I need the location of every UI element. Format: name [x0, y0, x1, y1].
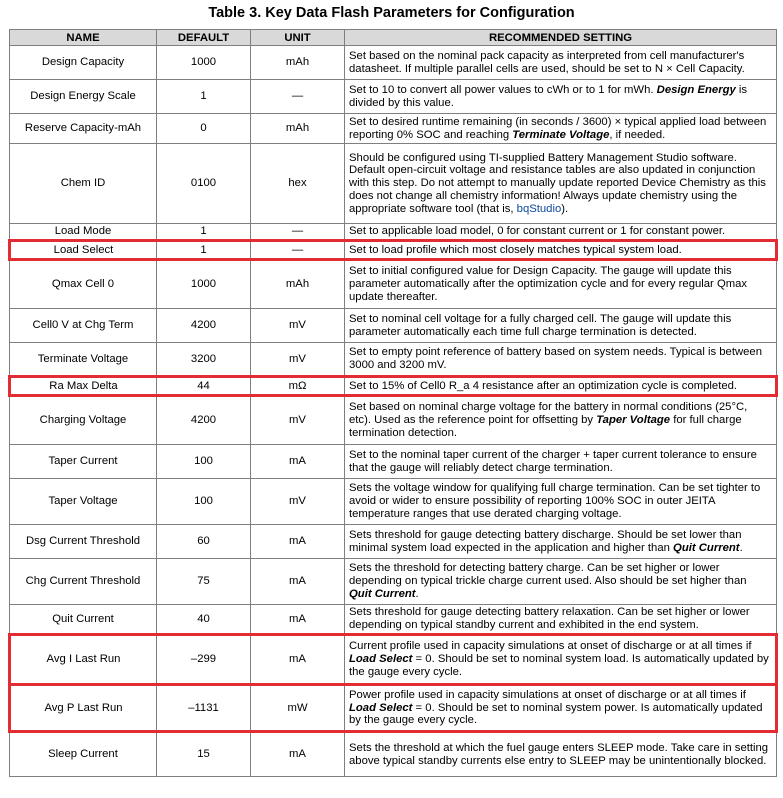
param-recommended-setting: [345, 396, 777, 445]
table-title: Table 3. Key Data Flash Parameters for Configuration: [208, 5, 575, 21]
table-row: [10, 114, 777, 144]
text-segment: = 0. Should be set to nominal system power. Is automatically updated by the gauge every cycle.: [349, 701, 763, 727]
param-recommended-setting: [345, 635, 777, 685]
param-name: Quit Current: [10, 605, 157, 635]
table-row: [10, 377, 777, 396]
param-unit: mA: [251, 525, 345, 559]
param-unit: mAh: [251, 114, 345, 144]
text-segment: Sets the voltage window for qualifying full charge termination. Can be set tighter to avoid or wider to ensure possibility of reporting 100% SOC in outer JEITA temperature ranges that use derated charging voltage.: [349, 482, 761, 520]
table-row: [10, 479, 777, 525]
param-unit: mA: [251, 732, 345, 777]
param-unit: mAh: [251, 260, 345, 309]
param-reference: Quit Current: [349, 587, 416, 600]
param-default: 100: [157, 445, 251, 479]
text-segment: .: [415, 587, 419, 600]
param-default: 15: [157, 732, 251, 777]
text-segment: Should be configured using TI-supplied Battery Management Studio software. Default open-circuit voltage and resistance tables are also updated in conjunction with this step. Do not attempt to manually update reported Device Chemistry as this does not change all chemistry information! Always update chemistry using the appropriate software tool (that is,: [349, 151, 766, 215]
param-name: Dsg Current Threshold: [10, 525, 157, 559]
param-default: –1131: [157, 685, 251, 732]
table-row: [10, 559, 777, 605]
table-row: [10, 343, 777, 377]
text-segment: Set to 10 to convert all power values to cWh or to 1 for mWh.: [349, 83, 657, 96]
header-default: DEFAULT: [157, 30, 251, 46]
param-unit: mA: [251, 445, 345, 479]
param-name: Reserve Capacity-mAh: [10, 114, 157, 144]
param-recommended-setting: [345, 114, 777, 144]
param-recommended-setting: [345, 260, 777, 309]
param-name: Avg I Last Run: [10, 635, 157, 685]
param-default: 0100: [157, 144, 251, 224]
param-default: 1000: [157, 260, 251, 309]
text-segment: Current profile used in capacity simulations at onset of discharge or at all times if: [349, 640, 752, 653]
param-recommended-setting: [345, 46, 777, 80]
text-segment: .: [739, 541, 743, 554]
param-unit: mV: [251, 396, 345, 445]
param-default: 0: [157, 114, 251, 144]
table-row: [10, 144, 777, 224]
header-recommended-setting: RECOMMENDED SETTING: [345, 30, 777, 46]
param-reference: Taper Voltage: [596, 414, 671, 427]
param-default: 3200: [157, 343, 251, 377]
text-segment: Set to empty point reference of battery based on system needs. Typical is between 3000 and 3200 mV.: [349, 346, 762, 371]
param-default: 40: [157, 605, 251, 635]
param-recommended-setting: [345, 80, 777, 114]
table-row: [10, 80, 777, 114]
param-recommended-setting: [345, 732, 777, 777]
table-row: [10, 241, 777, 260]
param-unit: —: [251, 80, 345, 114]
table-row: [10, 309, 777, 343]
param-name: Chg Current Threshold: [10, 559, 157, 605]
param-name: Taper Current: [10, 445, 157, 479]
param-recommended-setting: [345, 144, 777, 224]
param-default: 75: [157, 559, 251, 605]
text-segment: Power profile used in capacity simulations at onset of discharge or at all times if: [349, 688, 746, 701]
param-unit: —: [251, 224, 345, 241]
param-default: 1: [157, 241, 251, 260]
param-reference: Terminate Voltage: [512, 128, 610, 141]
param-recommended-setting: [345, 343, 777, 377]
text-segment: Set to nominal cell voltage for a fully charged cell. The gauge will update this parameter automatically each time full charge termination is detected.: [349, 312, 732, 338]
text-segment: = 0. Should be set to nominal system load. Is automatically updated by the gauge every cycle.: [349, 653, 769, 678]
table-row: [10, 685, 777, 732]
text-segment: Set to desired runtime remaining (in seconds / 3600) × typical applied load between reporting 0% SOC and reaching: [349, 115, 767, 141]
param-recommended-setting: [345, 224, 777, 241]
param-unit: mAh: [251, 46, 345, 80]
param-unit: mV: [251, 479, 345, 525]
param-name: Load Mode: [10, 224, 157, 241]
text-segment: Sets the threshold at which the fuel gauge enters SLEEP mode. Take care in setting above typical standby currents else entry to SLEEP may be unintentionally blocked.: [349, 741, 769, 767]
param-recommended-setting: [345, 605, 777, 635]
param-recommended-setting: [345, 309, 777, 343]
text-segment: Set to load profile which most closely matches typical system load.: [349, 243, 682, 256]
text-segment: Set to applicable load model, 0 for constant current or 1 for constant power.: [349, 225, 726, 238]
text-segment: Sets threshold for gauge detecting battery discharge. Should be set lower than minimal system load expected in the application and higher than: [349, 528, 742, 554]
param-default: 1: [157, 80, 251, 114]
bqstudio-link[interactable]: bqStudio: [516, 202, 562, 215]
header-name: NAME: [10, 30, 157, 46]
param-recommended-setting: [345, 377, 777, 396]
param-recommended-setting: [345, 685, 777, 732]
param-default: 4200: [157, 396, 251, 445]
param-unit: hex: [251, 144, 345, 224]
param-unit: mA: [251, 605, 345, 635]
param-reference: Load Select: [349, 701, 413, 714]
text-segment: is divided by this value.: [349, 83, 748, 109]
param-name: Design Capacity: [10, 46, 157, 80]
text-segment: Set based on nominal charge voltage for the battery in normal conditions (25°C, etc). Used as the reference point for offsetting by: [349, 401, 748, 427]
param-reference: Quit Current: [673, 541, 740, 554]
param-name: Chem ID: [10, 144, 157, 224]
param-reference: Design Energy: [656, 83, 736, 96]
table-row: [10, 525, 777, 559]
param-unit: mA: [251, 635, 345, 685]
param-name: Cell0 V at Chg Term: [10, 309, 157, 343]
table-row: [10, 224, 777, 241]
param-unit: mA: [251, 559, 345, 605]
text-segment: Set based on the nominal pack capacity as interpreted from cell manufacturer's datasheet. If multiple parallel cells are used, should be set to N × Cell Capacity.: [349, 49, 745, 75]
text-segment: Set to 15% of Cell0 R_a 4 resistance after an optimization cycle is completed.: [349, 379, 738, 392]
param-unit: —: [251, 241, 345, 260]
header-row: [10, 30, 777, 46]
parameters-table: [8, 29, 778, 777]
table-body: [10, 46, 777, 777]
text-segment: Set to initial configured value for Design Capacity. The gauge will update this parameter automatically after the optimization cycle and for every regular Qmax update thereafter.: [349, 265, 748, 303]
param-name: Avg P Last Run: [10, 685, 157, 732]
param-name: Ra Max Delta: [10, 377, 157, 396]
param-name: Charging Voltage: [10, 396, 157, 445]
param-recommended-setting: [345, 241, 777, 260]
param-unit: mV: [251, 309, 345, 343]
param-name: Terminate Voltage: [10, 343, 157, 377]
table-row: [10, 635, 777, 685]
text-segment: , if needed.: [609, 128, 666, 141]
table-row: [10, 46, 777, 80]
param-recommended-setting: [345, 445, 777, 479]
param-unit: mΩ: [251, 377, 345, 396]
table-row: [10, 445, 777, 479]
param-default: 44: [157, 377, 251, 396]
param-default: 60: [157, 525, 251, 559]
param-name: Load Select: [10, 241, 157, 260]
param-unit: mW: [251, 685, 345, 732]
param-name: Design Energy Scale: [10, 80, 157, 114]
header-unit: UNIT: [251, 30, 345, 46]
param-recommended-setting: [345, 525, 777, 559]
text-segment: Set to the nominal taper current of the charger + taper current tolerance to ensure that the gauge will reliably detect charge termination.: [349, 448, 757, 474]
param-reference: Load Select: [349, 653, 413, 666]
param-recommended-setting: [345, 559, 777, 605]
param-unit: mV: [251, 343, 345, 377]
text-segment: Sets threshold for gauge detecting battery relaxation. Can be set higher or lower depending on typical standby current and exhibited in the end system.: [349, 606, 750, 631]
param-default: 1: [157, 224, 251, 241]
text-segment: Sets the threshold for detecting battery charge. Can be set higher or lower depending on typical trickle charge current used. Also should be set higher than: [349, 562, 747, 588]
table-row: [10, 732, 777, 777]
param-name: Taper Voltage: [10, 479, 157, 525]
table-row: [10, 260, 777, 309]
param-name: Qmax Cell 0: [10, 260, 157, 309]
param-default: 4200: [157, 309, 251, 343]
param-name: Sleep Current: [10, 732, 157, 777]
table-row: [10, 396, 777, 445]
table-row: [10, 605, 777, 635]
param-default: –299: [157, 635, 251, 685]
param-recommended-setting: [345, 479, 777, 525]
param-default: 1000: [157, 46, 251, 80]
param-default: 100: [157, 479, 251, 525]
text-segment: ).: [561, 202, 569, 215]
text-segment: for full charge termination detection.: [349, 414, 742, 439]
